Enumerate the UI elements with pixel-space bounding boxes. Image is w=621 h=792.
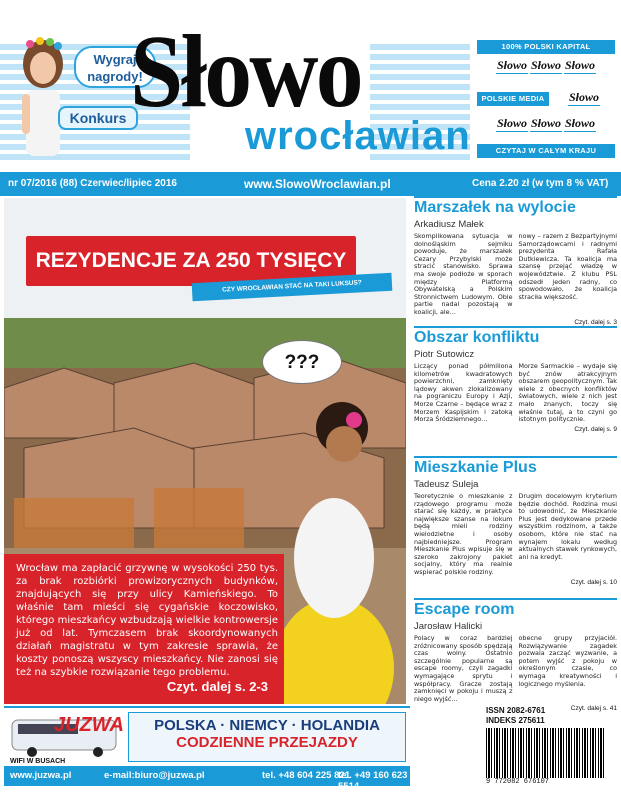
info-bar (0, 172, 621, 196)
logo-group-1 (477, 58, 615, 74)
lead-headline: REZYDENCJE ZA 250 TYSIĘCY (26, 236, 356, 286)
promo-bubble: Wygraj nagrody! (74, 46, 156, 88)
article-3 (414, 456, 617, 598)
issue-label: nr 07/2016 (88) Czerwiec/lipiec 2016 (8, 178, 177, 189)
ad-website[interactable]: www.juzwa.pl (10, 770, 72, 781)
price-label: Cena 2.20 zł (w tym 8 % VAT) (472, 178, 609, 189)
article-col: Teoretycznie o mieszkanie z rządowego programu może starać się każdy, w praktyce największe szanse na lokum będą mieli rodziny wielodzietne i osoby najbiedniejsze. Program Mieszkanie Plus wpisuje się w szeroko zakrojony pakiet socjalny, który ma realnie wspierać polskie rodziny. (414, 492, 513, 576)
article-col: nowy – razem z Bezpartyjnymi Samorządowcami i radnymi prezydenta Rafała Dutkiewicza. Ta koalicja ma szansę przejąć władzę w województwie. Z klubu PSL odszedł jeden radny, co spowodowało, że koalicja straciła większość. (518, 232, 617, 301)
sister-paper-logo: Słowo (530, 116, 561, 130)
ad-email[interactable]: e-mail:biuro@juzwa.pl (104, 770, 205, 781)
barcode-number: 9 772082 676107 (486, 778, 550, 786)
ad-phone-1[interactable]: tel. +48 604 225 821 (262, 770, 350, 781)
ad-contact-bar (4, 766, 410, 792)
ad-route-panel (128, 712, 406, 762)
article-col: Liczący ponad półmiliona kilometrów kwadratowych powierzchni, zamknięty lądowy akwen zlokalizowany na pograniczu Europy i Azji, Morze Czarne – będące wraz z Morzem Kaspijskim i zatoką Morza Śródziemnego… (414, 362, 513, 424)
article-columns (414, 635, 617, 703)
article-columns (414, 363, 617, 424)
article-continue-link[interactable]: Czyt. dalej s. 41 (570, 705, 617, 713)
article-author: Piotr Sutowicz (414, 349, 475, 360)
advertisement[interactable] (4, 706, 410, 792)
masthead-title: Słowo (130, 14, 361, 129)
country-bar: CZYTAJ W CAŁYM KRAJU (477, 144, 615, 158)
lead-summary-text: Wrocław ma zapłacić grzywnę w wysokości 250 tys. za brak rozbiórki prowizorycznych budynków, znajdujących się przy ulicy Kamieńskiego. To właśnie tam mieści się cygańskie koczowisko, którego mieszkańcy wzbudzają wielkie kontrowersje już od lat. Tymczasem brak skoordynowanych działań magistratu w tym zakresie sprawia, że koszty ponoszą wszyscy mieszkańcy. Nie zanosi się też na szybkie rozwiązanie tego problemu. (16, 563, 278, 678)
article-title[interactable]: Escape room (414, 598, 617, 620)
article-continue-link[interactable]: Czyt. dalej s. 10 (570, 578, 617, 586)
website-link[interactable]: www.SlowoWroclawian.pl (244, 177, 391, 191)
isbn-block (486, 706, 545, 726)
sister-paper-logo: Słowo (496, 58, 527, 72)
contest-badge[interactable]: Konkurs (58, 106, 138, 130)
ad-route: POLSKA · NIEMCY · HOLANDIA (154, 717, 380, 734)
article-title[interactable]: Obszar konfliktu (414, 326, 617, 348)
article-author: Jarosław Halicki (414, 621, 483, 632)
article-col: obecne grupy przyjaciół. Rozwiązywanie zagadek pozwala zacząć wyzwanie, a potem wyjść z pokoju w określonym czasie, co wymaga kreatywności i logicznego myślenia. (518, 634, 617, 688)
article-continue-link[interactable]: Czyt. dalej s. 3 (574, 318, 617, 326)
issn-label: ISSN 2082-6761 (486, 706, 546, 715)
article-author: Arkadiusz Małek (414, 219, 484, 230)
article-col: Morze Sarmackie – wydaje się być znów atrakcyjnym obszarem geopolitycznym. Tak wiele z obecnych konfliktów światowych, wiele z nich jest mało znanych, toczy się właśnie tutaj, a to czyni go istotnym politycznie. (518, 362, 617, 424)
ad-wifi: WIFI W BUSACH (10, 758, 66, 765)
sister-paper-logo: Słowo (530, 58, 561, 72)
index-label: INDEKS 275611 (486, 716, 545, 725)
sister-paper-logo: Słowo (496, 116, 527, 130)
masthead-subtitle: wrocławian (245, 114, 471, 158)
article-author: Tadeusz Suleja (414, 479, 479, 490)
logo-group-2 (552, 90, 616, 106)
barcode (486, 728, 606, 778)
ad-tagline: CODZIENNE PRZEJAZDY (176, 734, 358, 751)
sister-paper-logo: Słowo (565, 58, 596, 72)
masthead (0, 0, 621, 172)
article-2 (414, 326, 617, 456)
ad-brand: JUZWA (54, 714, 124, 736)
article-col: Polacy w coraz bardziej zróżnicowany sposób spędzają czas wolny. Ostatnio szczególnie popularne są escape roomy, czyli zagadki wymagające sprytu i współpracy. Gracze zostają zamknięci w pokoju i muszą z niego wyjść… (414, 634, 513, 703)
lead-subheadline: CZY WROCŁAWIAN STAĆ NA TAKI LUKSUS? (192, 273, 393, 301)
article-1 (414, 196, 617, 326)
article-title[interactable]: Mieszkanie Plus (414, 456, 617, 478)
sister-paper-logo: Słowo (565, 116, 596, 130)
thought-bubble: ??? (262, 340, 342, 384)
sister-paper-logo: Słowo (568, 90, 599, 104)
ad-phone-2[interactable]: tel. +49 160 623 5514 (338, 770, 408, 792)
lead-continue-link[interactable]: Czyt. dalej s. 2-3 (166, 679, 268, 694)
article-columns (414, 493, 617, 577)
article-col: Skomplikowana sytuacja w dolnośląskim sejmiku powoduje, że marszałek Cezary Przybylski może stracić stanowisko. Sprawa ma swoje podłoże w sporach między Platformą Obywatelską a Polskim Stronnictwem Ludowym. Obie partie nadal pozostają w koalicji, ale… (414, 232, 513, 316)
media-bar: POLSKIE MEDIA (477, 92, 549, 106)
article-columns (414, 233, 617, 317)
article-title[interactable]: Marszałek na wylocie (414, 196, 617, 218)
model-photo (12, 34, 74, 156)
logo-group-3 (477, 116, 615, 132)
lead-summary-box (4, 554, 284, 704)
capital-bar: 100% POLSKI KAPITAŁ (477, 40, 615, 54)
article-col: Drugim docelowym kryterium będzie dochód. Rodzina musi to udowodnić, że Mieszkanie Plus jest dedykowane przede wszystkim rodzinom, a także osobom, które nie stać na wynajem lokalu według aktualnych stawek rynkowych, ani na kredyt. (518, 492, 617, 561)
article-continue-link[interactable]: Czyt. dalej s. 9 (574, 425, 617, 433)
